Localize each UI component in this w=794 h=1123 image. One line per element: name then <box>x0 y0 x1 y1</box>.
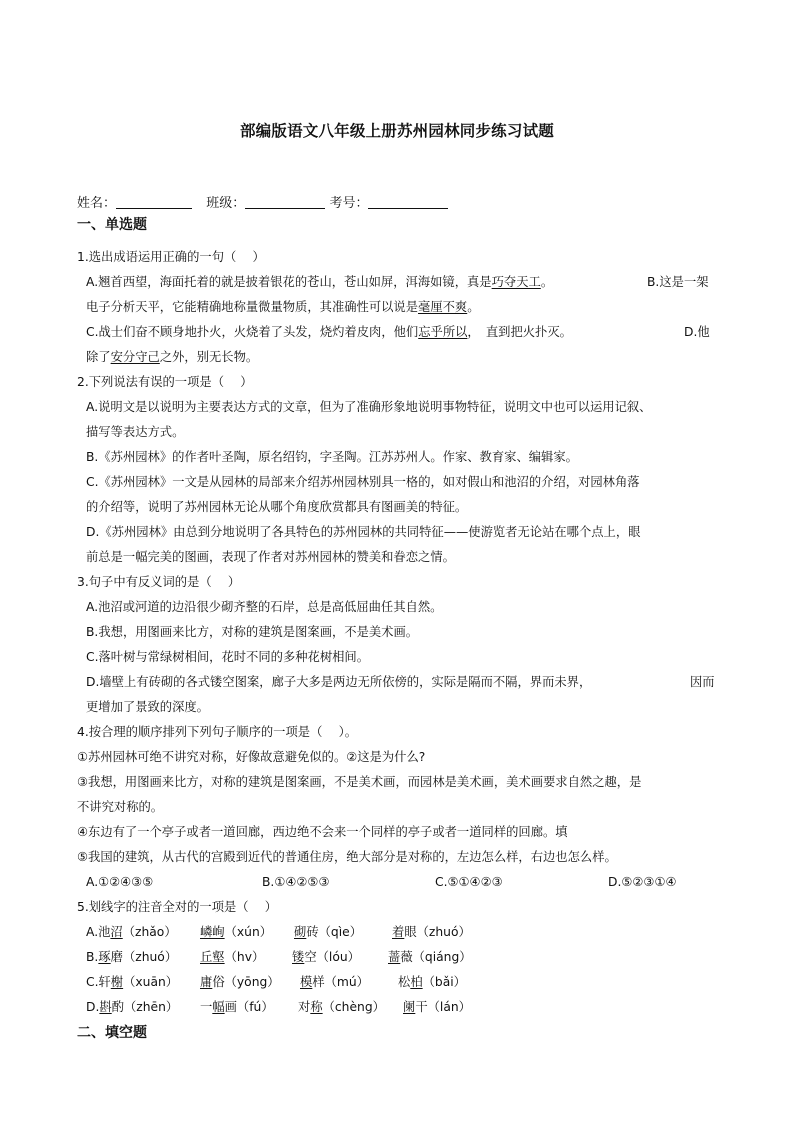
question-5-option-b-item-2: 丘壑（hv） <box>200 950 265 964</box>
class-label: 班级： <box>206 196 246 211</box>
question-3-stem: 3.句子中有反义词的是（ ） <box>77 575 241 589</box>
question-4-sentence-3-line1: ③我想，用图画来比方，对称的建筑是图案画，不是美术画，而园林是美术画，美术画要求自然之趣，是 <box>77 775 642 789</box>
question-2-stem: 2.下列说法有误的一项是（ ） <box>77 375 253 389</box>
question-5-option-b-item-1: B.琢磨（zhuó） <box>86 950 178 964</box>
exam-number-blank[interactable] <box>368 194 448 209</box>
question-5-option-d-item-4: 阑干（lán） <box>403 1000 471 1014</box>
question-4-stem: 4.按合理的顺序排列下列句子顺序的一项是（ ）。 <box>77 725 358 739</box>
question-1-option-d-cont: 除了安分守己之外，别无长物。 <box>86 350 259 364</box>
underlined-idiom: 巧夺天工 <box>491 275 541 289</box>
question-1-option-a: A.翘首西望，海面托着的就是披着银花的苍山，苍山如屏，洱海如镜，真是巧夺天工。 <box>86 275 554 289</box>
underlined-idiom: 安分守己 <box>110 350 160 364</box>
section-heading-fill-in: 二、填空题 <box>77 1025 147 1041</box>
question-5-option-a-item-4: 着眼（zhuó） <box>392 925 471 939</box>
question-5-option-b-item-4: 蔷薇（qiáng） <box>388 950 472 964</box>
question-5-stem: 5.划线字的注音全对的一项是（ ） <box>77 900 278 914</box>
name-blank[interactable] <box>116 194 192 209</box>
name-label: 姓名： <box>77 196 117 211</box>
question-5-option-c-item-1: C.轩榭（xuān） <box>86 975 179 989</box>
question-3-option-d-line1: D.墙壁上有砖砌的各式镂空图案，廊子大多是两边无所依傍的，实际是隔而不隔，界而未界， <box>86 675 592 689</box>
question-4-sentence-4: ④东边有了一个亭子或者一道回廊，西边绝不会来一个同样的亭子或者一道同样的回廊。填 <box>77 825 568 839</box>
question-4-option-a: A.①②④③⑤ <box>86 875 154 889</box>
class-blank[interactable] <box>245 194 325 209</box>
question-3-option-a: A.池沼或河道的边沿很少砌齐整的石岸，总是高低屈曲任其自然。 <box>86 600 443 614</box>
question-4-option-c: C.⑤①④②③ <box>435 875 503 889</box>
question-4-option-b: B.①④②⑤③ <box>262 875 330 889</box>
exam-number-label: 考号： <box>329 196 369 211</box>
question-1-stem: 1.选出成语运用正确的一句（ ） <box>77 250 265 264</box>
question-2-option-d-line1: D.《苏州园林》由总到分地说明了各具特色的苏州园林的共同特征——使游览者无论站在哪个点上，眼 <box>86 525 641 539</box>
question-1-option-c: C.战士们奋不顾身地扑火，火烧着了头发，烧灼着皮肉，他们忘乎所以， 直到把火扑灭。 <box>86 325 572 339</box>
page-title: 部编版语文八年级上册苏州园林同步练习试题 <box>239 122 554 140</box>
question-3-option-d-line1-end: 因而 <box>690 675 715 689</box>
question-3-option-b: B.我想，用图画来比方，对称的建筑是图案画，不是美术画。 <box>86 625 419 639</box>
underlined-idiom: 忘乎所以 <box>418 325 468 339</box>
question-2-option-d-line2: 前总是一幅完美的图画，表现了作者对苏州园林的赞美和眷恋之情。 <box>86 550 455 564</box>
question-2-option-c-line1: C.《苏州园林》一文是从园林的局部来介绍苏州园林别具一格的，如对假山和池沼的介绍，对园林角落 <box>86 475 640 489</box>
question-4-sentence-5: ⑤我国的建筑，从古代的宫殿到近代的普通住房，绝大部分是对称的，左边怎么样，右边也怎么样。 <box>77 850 617 864</box>
question-2-option-c-line2: 的介绍等，说明了苏州园林无论从哪个角度欣赏都具有图画美的特征。 <box>86 500 468 514</box>
question-2-option-b: B.《苏州园林》的作者叶圣陶，原名绍钧，字圣陶。江苏苏州人。作家、教育家、编辑家。 <box>86 450 578 464</box>
question-4-sentence-3-line2: 不讲究对称的。 <box>77 800 164 814</box>
question-5-option-c-item-2: 庸俗（yōng） <box>200 975 280 989</box>
question-2-option-a-line2: 描写等表达方式。 <box>86 425 185 439</box>
question-4-option-d: D.⑤②③①④ <box>608 875 677 889</box>
question-5-option-a-item-2: 嶙峋（xún） <box>200 925 273 939</box>
question-3-option-c: C.落叶树与常绿树相间，花时不同的多种花树相间。 <box>86 650 370 664</box>
question-5-option-d-item-3: 对称（chèng） <box>298 1000 385 1014</box>
underlined-idiom: 毫厘不爽 <box>418 300 468 314</box>
question-5-option-d-item-2: 一幅画（fú） <box>200 1000 274 1014</box>
question-1-option-b-start: B.这是一架 <box>647 275 709 289</box>
question-3-option-d-line2: 更增加了景致的深度。 <box>86 700 209 714</box>
question-5-option-c-item-4: 松柏（bǎi） <box>398 975 466 989</box>
question-2-option-a-line1: A.说明文是以说明为主要表达方式的文章，但为了准确形象地说明事物特征，说明文中也可以运用记叙、 <box>86 400 652 414</box>
student-info-line <box>77 192 448 211</box>
question-5-option-b-item-3: 镂空（lóu） <box>292 950 360 964</box>
question-1-option-b-cont: 电子分析天平，它能精确地称量微量物质，其准确性可以说是毫厘不爽。 <box>86 300 480 314</box>
section-heading-single-choice: 一、单选题 <box>77 217 147 233</box>
question-4-sentence-1-2: ①苏州园林可绝不讲究对称，好像故意避免似的。②这是为什么? <box>77 750 426 764</box>
question-5-option-c-item-3: 模样（mú） <box>300 975 369 989</box>
question-5-option-a-item-1: A.池沼（zhǎo） <box>86 925 177 939</box>
question-1-option-d-start: D.他 <box>684 325 710 339</box>
question-5-option-a-item-3: 砌砖（qìe） <box>294 925 362 939</box>
question-5-option-d-item-1: D.斟酌（zhēn） <box>86 1000 179 1014</box>
